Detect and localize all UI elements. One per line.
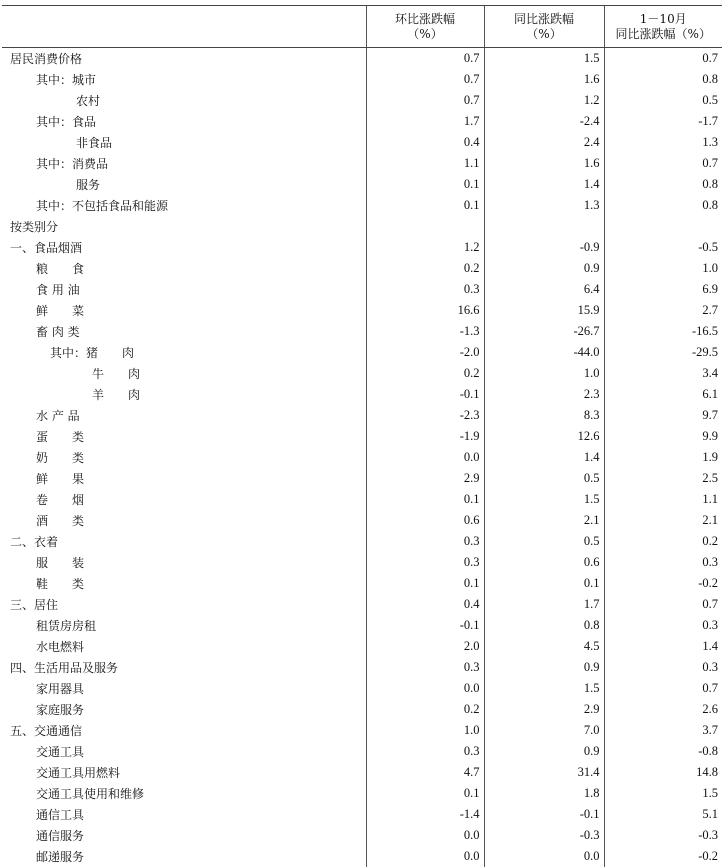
yoy-value: 8.3 [484,405,604,426]
mom-value: -1.9 [366,426,484,447]
mom-value: -1.3 [366,321,484,342]
row-label: 居民消费价格 [2,48,366,70]
ytd-value: 0.7 [604,678,722,699]
row-label: 租赁房房租 [2,615,366,636]
row-label: 一、食品烟酒 [2,237,366,258]
ytd-value: -0.5 [604,237,722,258]
ytd-value: 5.1 [604,804,722,825]
table-row [2,846,722,867]
mom-value: 2.9 [366,468,484,489]
header-label-column [2,6,366,48]
ytd-value: 2.7 [604,300,722,321]
yoy-value: -0.1 [484,804,604,825]
mom-value: 0.3 [366,741,484,762]
ytd-value: 9.7 [604,405,722,426]
row-label: 其中：消费品 [2,153,366,174]
ytd-value: 0.7 [604,153,722,174]
row-label: 水 产 品 [2,405,366,426]
yoy-value: 1.7 [484,594,604,615]
row-label: 服务 [2,174,366,195]
mom-value: 0.7 [366,69,484,90]
yoy-value: 0.1 [484,573,604,594]
yoy-value: 0.5 [484,468,604,489]
row-label: 四、生活用品及服务 [2,657,366,678]
yoy-value: 0.8 [484,615,604,636]
mom-value: 0.1 [366,174,484,195]
header-mom-line2: （%） [367,27,484,42]
yoy-value: -26.7 [484,321,604,342]
table-row [2,615,722,636]
yoy-value: -2.4 [484,111,604,132]
yoy-value: -0.3 [484,825,604,846]
mom-value: -2.0 [366,342,484,363]
table-row [2,783,722,804]
header-yoy [484,6,604,48]
mom-value: 0.4 [366,594,484,615]
ytd-value: -0.3 [604,825,722,846]
row-label: 家用器具 [2,678,366,699]
mom-value: 0.7 [366,48,484,70]
row-label: 其中：不包括食品和能源 [2,195,366,216]
table-row [2,69,722,90]
row-label: 其中：城市 [2,69,366,90]
row-label: 邮递服务 [2,846,366,867]
yoy-value: 1.8 [484,783,604,804]
yoy-value: 1.6 [484,69,604,90]
table-row [2,720,722,741]
mom-value: 0.1 [366,573,484,594]
mom-value: 0.3 [366,531,484,552]
table-row [2,636,722,657]
mom-value: -0.1 [366,384,484,405]
ytd-value: 1.4 [604,636,722,657]
yoy-value: 1.5 [484,678,604,699]
mom-value: 0.2 [366,258,484,279]
ytd-value: -29.5 [604,342,722,363]
yoy-value: 7.0 [484,720,604,741]
row-label: 交通工具 [2,741,366,762]
mom-value: 0.7 [366,90,484,111]
row-label: 其中：食品 [2,111,366,132]
row-label: 水电燃料 [2,636,366,657]
yoy-value: 1.5 [484,489,604,510]
mom-value: 16.6 [366,300,484,321]
row-label: 卷 烟 [2,489,366,510]
ytd-value: 0.8 [604,195,722,216]
yoy-value: 1.6 [484,153,604,174]
yoy-value: 1.4 [484,447,604,468]
header-ytd [604,6,722,48]
mom-value: 0.1 [366,489,484,510]
row-label: 通信工具 [2,804,366,825]
table-row [2,825,722,846]
header-mom-line1: 环比涨跌幅 [367,12,484,27]
table-row [2,195,722,216]
ytd-value: -0.8 [604,741,722,762]
ytd-value: -0.2 [604,846,722,867]
table-row [2,237,722,258]
row-label: 牛 肉 [2,363,366,384]
ytd-value: 6.1 [604,384,722,405]
ytd-value: 1.9 [604,447,722,468]
table-row [2,573,722,594]
row-label: 交通工具用燃料 [2,762,366,783]
row-label: 二、衣着 [2,531,366,552]
table-row [2,552,722,573]
table-row [2,447,722,468]
ytd-value: 1.0 [604,258,722,279]
table-row [2,489,722,510]
table-row [2,510,722,531]
yoy-value: 2.1 [484,510,604,531]
ytd-value: 3.7 [604,720,722,741]
ytd-value: 0.5 [604,90,722,111]
yoy-value: 1.0 [484,363,604,384]
yoy-value: 2.3 [484,384,604,405]
mom-value: 4.7 [366,762,484,783]
mom-value: -0.1 [366,615,484,636]
ytd-value: 2.5 [604,468,722,489]
ytd-value: -16.5 [604,321,722,342]
mom-value: 1.7 [366,111,484,132]
ytd-value: 0.2 [604,531,722,552]
table-row [2,48,722,70]
row-label: 其中：猪 肉 [2,342,366,363]
mom-value: 0.2 [366,699,484,720]
mom-value: 0.1 [366,195,484,216]
yoy-value: 6.4 [484,279,604,300]
ytd-value: 9.9 [604,426,722,447]
ytd-value: -0.2 [604,573,722,594]
yoy-value [484,216,604,237]
header-mom [366,6,484,48]
yoy-value: 0.9 [484,657,604,678]
mom-value: 2.0 [366,636,484,657]
row-label: 服 装 [2,552,366,573]
yoy-value: 15.9 [484,300,604,321]
mom-value: 0.1 [366,783,484,804]
ytd-value: 0.8 [604,69,722,90]
table-row [2,279,722,300]
table-row [2,426,722,447]
table-row [2,531,722,552]
ytd-value: 0.3 [604,615,722,636]
table-row [2,468,722,489]
yoy-value: -44.0 [484,342,604,363]
yoy-value: 2.9 [484,699,604,720]
table-row [2,594,722,615]
table-row [2,699,722,720]
table-row [2,804,722,825]
ytd-value: 14.8 [604,762,722,783]
yoy-value: 1.3 [484,195,604,216]
ytd-value: 0.7 [604,594,722,615]
row-label: 鞋 类 [2,573,366,594]
ytd-value: 2.6 [604,699,722,720]
yoy-value: 1.2 [484,90,604,111]
table-row [2,678,722,699]
table-row [2,111,722,132]
table-row [2,153,722,174]
mom-value: 0.2 [366,363,484,384]
table-row [2,132,722,153]
ytd-value: 6.9 [604,279,722,300]
row-label: 非食品 [2,132,366,153]
table-row [2,342,722,363]
yoy-value: 0.9 [484,741,604,762]
header-yoy-line1: 同比涨跌幅 [485,12,604,27]
row-label: 通信服务 [2,825,366,846]
table-row [2,174,722,195]
ytd-value: -1.7 [604,111,722,132]
table-header [2,6,722,48]
header-ytd-line1: 1－10月 [605,12,723,27]
table-body [2,48,722,867]
ytd-value: 1.1 [604,489,722,510]
yoy-value: 0.6 [484,552,604,573]
row-label: 按类别分 [2,216,366,237]
table-row [2,741,722,762]
table-row [2,321,722,342]
yoy-value: 0.5 [484,531,604,552]
header-ytd-line2: 同比涨跌幅（%） [605,27,723,42]
yoy-value: 12.6 [484,426,604,447]
row-label: 农村 [2,90,366,111]
row-label: 粮 食 [2,258,366,279]
mom-value: -1.4 [366,804,484,825]
row-label: 家庭服务 [2,699,366,720]
mom-value: 1.2 [366,237,484,258]
yoy-value: 1.4 [484,174,604,195]
row-label: 酒 类 [2,510,366,531]
table-row [2,384,722,405]
row-label: 三、居住 [2,594,366,615]
yoy-value: 31.4 [484,762,604,783]
row-label: 奶 类 [2,447,366,468]
table-row [2,405,722,426]
cpi-table [2,5,722,867]
ytd-value: 1.5 [604,783,722,804]
yoy-value: 0.9 [484,258,604,279]
yoy-value: 4.5 [484,636,604,657]
mom-value: 1.1 [366,153,484,174]
row-label: 鲜 菜 [2,300,366,321]
row-label: 五、交通通信 [2,720,366,741]
row-label: 蛋 类 [2,426,366,447]
mom-value: 0.3 [366,279,484,300]
ytd-value: 0.3 [604,552,722,573]
table-row [2,762,722,783]
table-row [2,657,722,678]
yoy-value: 2.4 [484,132,604,153]
ytd-value: 0.7 [604,48,722,70]
mom-value: 1.0 [366,720,484,741]
mom-value: 0.0 [366,846,484,867]
ytd-value: 0.3 [604,657,722,678]
mom-value: 0.0 [366,447,484,468]
ytd-value [604,216,722,237]
table-row [2,90,722,111]
row-label: 鲜 果 [2,468,366,489]
yoy-value: 0.0 [484,846,604,867]
header-yoy-line2: （%） [485,27,604,42]
yoy-value: 1.5 [484,48,604,70]
mom-value: 0.3 [366,552,484,573]
ytd-value: 1.3 [604,132,722,153]
mom-value: 0.4 [366,132,484,153]
ytd-value: 0.8 [604,174,722,195]
mom-value: 0.0 [366,678,484,699]
mom-value: -2.3 [366,405,484,426]
ytd-value: 2.1 [604,510,722,531]
row-label: 畜 肉 类 [2,321,366,342]
row-label: 羊 肉 [2,384,366,405]
mom-value: 0.3 [366,657,484,678]
row-label: 食 用 油 [2,279,366,300]
table-row [2,363,722,384]
ytd-value: 3.4 [604,363,722,384]
row-label: 交通工具使用和维修 [2,783,366,804]
mom-value [366,216,484,237]
table-row [2,258,722,279]
mom-value: 0.0 [366,825,484,846]
yoy-value: -0.9 [484,237,604,258]
table-row [2,216,722,237]
table-row [2,300,722,321]
mom-value: 0.6 [366,510,484,531]
